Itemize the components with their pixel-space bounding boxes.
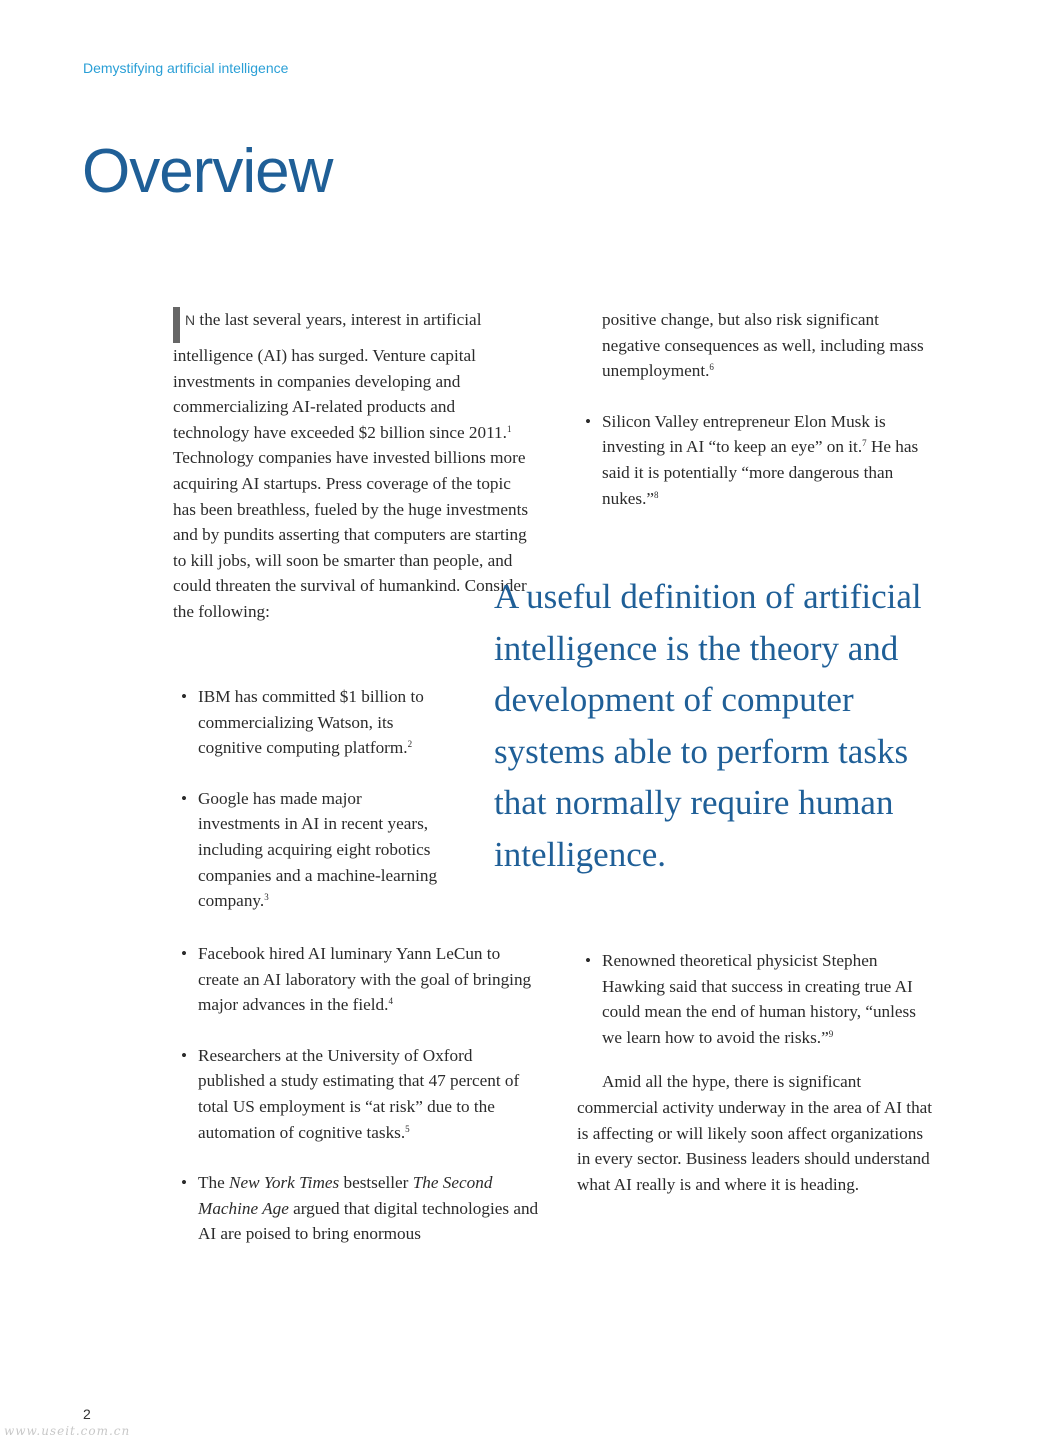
bullet-list-right-upper [577, 409, 937, 511]
bullet-list-left-lower [173, 941, 541, 1247]
closing-paragraph: Amid all the hype, there is significant commercial activity underway in the area of AI that is affecting or will likely soon affect organizations in every sector. Business leaders should understand what AI really is and where it is heading. [577, 1072, 933, 1194]
list-item: • The New York Times bestseller The Second Machine Age argued that digital technologies and AI are poised to bring enormous [173, 1170, 541, 1247]
watermark: www.useit.com.cn [4, 1424, 131, 1438]
footnote-ref: 2 [407, 739, 413, 750]
footnote-ref: 5 [405, 1123, 410, 1134]
right-column-top [577, 307, 937, 511]
list-item: • IBM has committed $1 billion to commercializing Watson, its cognitive computing platform.$^2$ [173, 684, 445, 761]
right-column-bottom [577, 948, 939, 1197]
list-item: • Renowned theoretical physicist Stephen Hawking said that success in creating true AI could mean the end of human history, “unless we learn how to avoid the risks.”$^9$ [577, 948, 939, 1050]
intro-text-1: the last several years, interest in artificial intelligence (AI) has surged. Venture capital investments in companies developing and commercializing AI-related products and technology have exceeded $2 billion since 2011. [173, 310, 507, 442]
bullet-continuation: positive change, but also risk significant negative consequences as well, including mass unemployment.$^6$ [602, 310, 924, 381]
bullet-list-right-lower [577, 948, 939, 1050]
dropcap-bar [173, 307, 180, 343]
list-item: • Facebook hired AI luminary Yann LeCun to create an AI laboratory with the goal of bringing major advances in the field.$^4$ [173, 941, 541, 1018]
pull-quote: A useful definition of artificial intelligence is the theory and development of computer systems able to perform tasks that normally require human intelligence. [494, 577, 922, 874]
intro-paragraph [173, 307, 533, 625]
footnote-ref: 3 [264, 892, 269, 903]
list-item: • Google has made major investments in AI in recent years, including acquiring eight robotics companies and a machine-learning company.$^3$ [173, 786, 445, 914]
footnote-ref: 8 [654, 489, 659, 500]
footnote-ref: 1 [506, 423, 512, 434]
bullet-list-left-upper [173, 684, 445, 914]
footnote-ref: 4 [388, 996, 393, 1007]
footnote-ref: 9 [828, 1028, 834, 1039]
intro-smallcap: N [185, 312, 196, 328]
list-item: • Researchers at the University of Oxford published a study estimating that 47 percent of total US employment is “at risk” due to the automation of cognitive tasks.$^5$ [173, 1043, 541, 1145]
intro-text-2: Technology companies have invested billions more acquiring AI startups. Press coverage of the topic has been breathless, fueled by the huge investments and by pundits asserting that computers are starting to kill jobs, will soon be smarter than people, and could threaten the survival of humankind. Consider the following: [173, 448, 529, 621]
list-item: • Silicon Valley entrepreneur Elon Musk is investing in AI “to keep an eye” on it.$^7$ He has said it is potentially “more dangerous than nukes.”$^8$ [577, 409, 937, 511]
footnote-ref: 7 [862, 438, 867, 449]
page-title: Overview [82, 137, 333, 206]
running-head: Demystifying artificial intelligence [83, 60, 289, 76]
footnote-ref: 6 [709, 362, 714, 373]
page-number: 2 [83, 1406, 91, 1422]
